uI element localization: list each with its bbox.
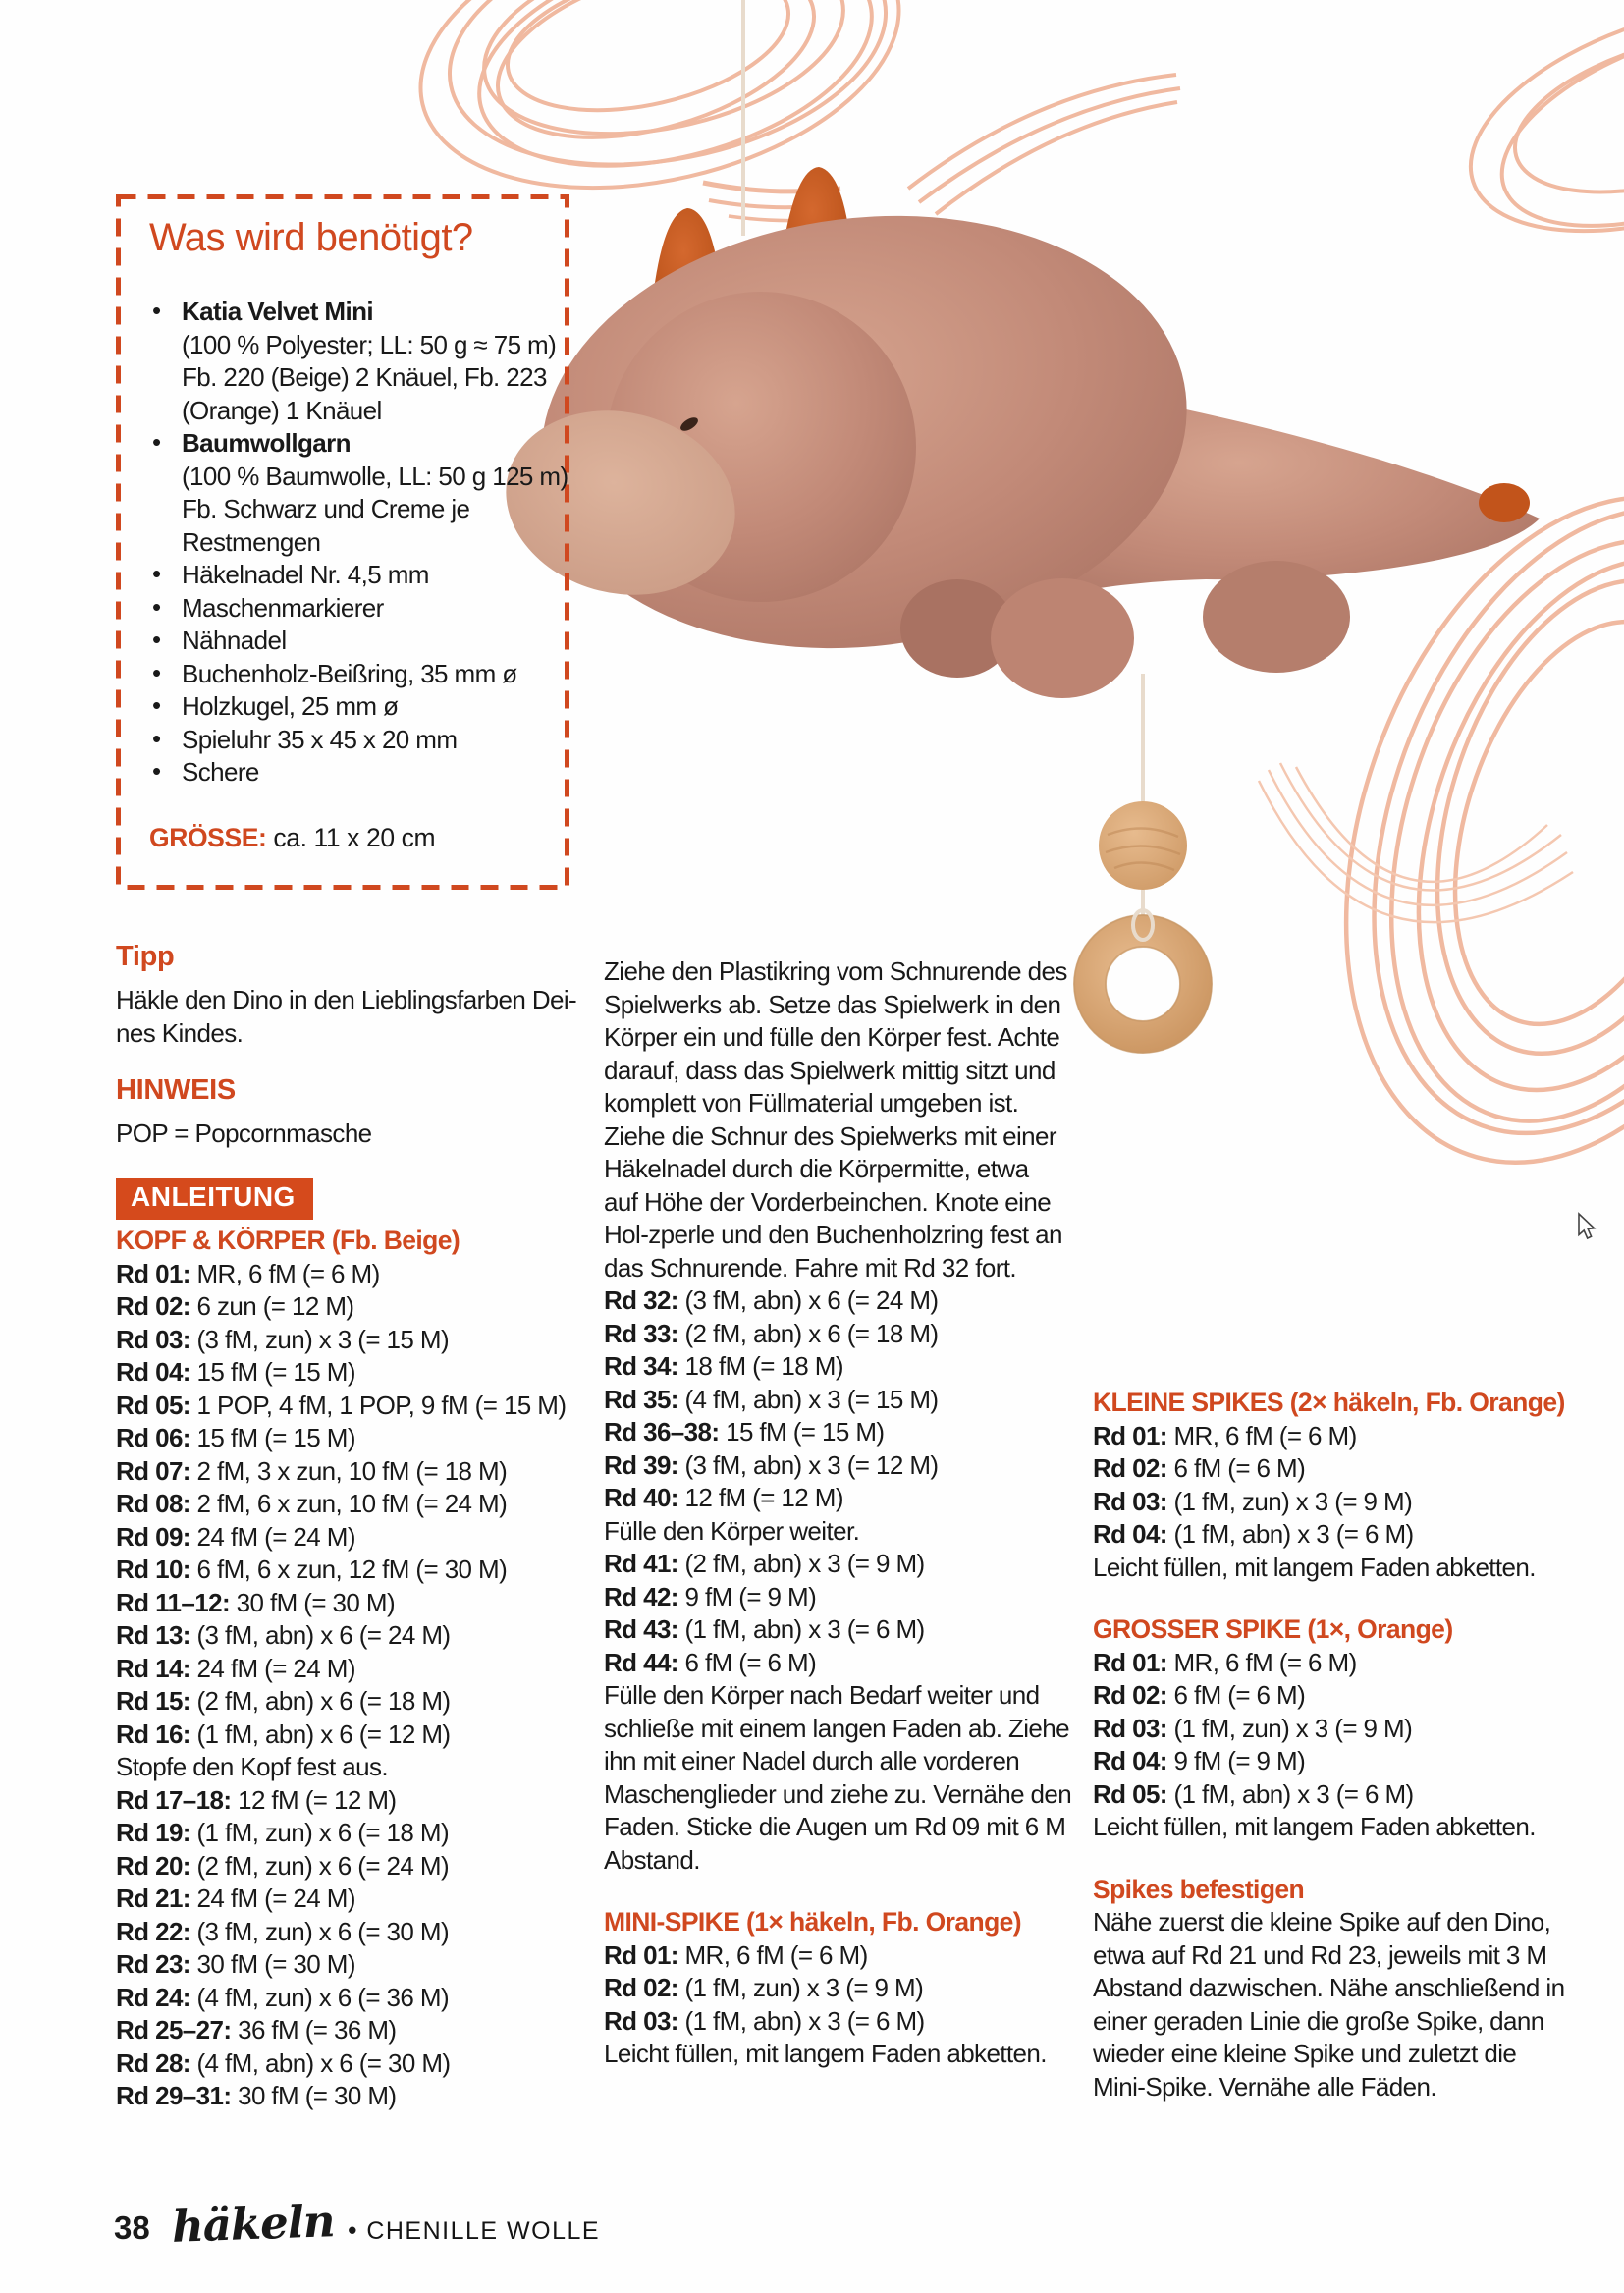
hinweis-text [116, 1118, 372, 1151]
pattern-line: Rd 13: (3 fM, abn) x 6 (= 24 M) [116, 1620, 451, 1650]
pattern-line: Rd 02: 6 zun (= 12 M) [116, 1291, 354, 1321]
pattern-line: Spikes befestigen [1093, 1874, 1305, 1904]
materials-box [116, 194, 569, 890]
materials-item: Fb. Schwarz und Creme je [182, 494, 470, 523]
pattern-line: Rd 04: 9 fM (= 9 M) [1093, 1746, 1306, 1775]
pattern-line: KLEINE SPIKES (2× häkeln, Fb. Orange) [1093, 1388, 1565, 1417]
pattern-line: Abstand dazwischen. Nähe anschließend in [1093, 1973, 1565, 2002]
materials-item: (100 % Baumwolle, LL: 50 g 125 m) [182, 461, 568, 491]
materials-item: • Maschenmarkierer [152, 591, 384, 623]
tip-line: Häkle den Dino in den Lieblingsfarben Dei- [116, 985, 577, 1014]
page-number: 38 [114, 2210, 150, 2246]
pattern-line: etwa auf Rd 21 und Rd 23, jeweils mit 3 M [1093, 1939, 1547, 1970]
pattern-line: Rd 15: (2 fM, abn) x 6 (= 18 M) [116, 1686, 451, 1716]
pattern-line: Leicht füllen, mit langem Faden abketten. [1093, 1552, 1536, 1582]
pattern-line: Ziehe die Schnur des Spielwerks mit einer [604, 1120, 1056, 1151]
pattern-line: Rd 21: 24 fM (= 24 M) [116, 1884, 355, 1913]
wooden-ring [1074, 910, 1212, 1053]
pattern-line: Rd 33: (2 fM, abn) x 6 (= 18 M) [604, 1318, 939, 1348]
mouse-cursor-icon [1579, 1214, 1595, 1238]
pattern-line: komplett von Füllmaterial umgeben ist. [604, 1088, 1019, 1118]
anleitung-badge: ANLEITUNG [116, 1178, 313, 1220]
pattern-line [1093, 1584, 1565, 1613]
size-label: GRÖSSE: [149, 823, 267, 852]
pattern-line: Hol-zperle und den Buchenholzring fest an [604, 1220, 1062, 1249]
size-value: ca. 11 x 20 cm [266, 823, 436, 852]
pattern-line: darauf, dass das Spielwerk mittig sitzt und [604, 1055, 1056, 1085]
materials-item: • Schere [152, 756, 259, 787]
pattern-line: Rd 43: (1 fM, abn) x 3 (= 6 M) [604, 1614, 925, 1644]
pattern-line: schließe mit einem langen Faden ab. Ziehe [604, 1713, 1070, 1743]
pattern-line: KOPF & KÖRPER (Fb. Beige) [116, 1226, 460, 1255]
magazine-logo: häkeln [170, 2195, 336, 2253]
pattern-line: Rd 20: (2 fM, zun) x 6 (= 24 M) [116, 1850, 450, 1881]
pattern-line: Rd 36–38: 15 fM (= 15 M) [604, 1417, 885, 1447]
pattern-line: Rd 11–12: 30 fM (= 30 M) [116, 1587, 396, 1617]
materials-item: Fb. 220 (Beige) 2 Knäuel, Fb. 223 [182, 362, 547, 392]
tip-line: nes Kindes. [116, 1017, 244, 1048]
materials-title: Was wird benötigt? [149, 216, 473, 259]
brush-arc-icon [1259, 763, 1573, 922]
materials-list [149, 296, 568, 790]
materials-item: • Baumwollgarn [152, 427, 351, 458]
pattern-line: Rd 32: (3 fM, abn) x 6 (= 24 M) [604, 1285, 939, 1315]
pattern-line: Leicht füllen, mit langem Faden abketten. [1093, 1812, 1536, 1841]
pattern-line: Rd 29–31: 30 fM (= 30 M) [116, 2081, 397, 2110]
dino-leg [991, 578, 1134, 698]
materials-item: • Katia Velvet Mini [152, 296, 373, 326]
pattern-line: Rd 05: (1 fM, abn) x 3 (= 6 M) [1093, 1778, 1414, 1809]
pattern-line: Rd 39: (3 fM, abn) x 3 (= 12 M) [604, 1449, 939, 1480]
page-footer [114, 2195, 601, 2253]
materials-item: • Häkelnadel Nr. 4,5 mm [152, 559, 429, 589]
pattern-line: einer geraden Linie die große Spike, dann [1093, 2005, 1544, 2036]
pattern-line: Rd 07: 2 fM, 3 x zun, 10 fM (= 18 M) [116, 1455, 508, 1486]
size-line [149, 823, 435, 853]
pattern-line: Rd 19: (1 fM, zun) x 6 (= 18 M) [116, 1818, 450, 1847]
left-pattern-column [116, 1225, 566, 2113]
dino-tail-spike-icon [1479, 483, 1530, 522]
pattern-line: Nähe zuerst die kleine Spike auf den Dino, [1093, 1907, 1551, 1937]
pattern-line: Rd 40: 12 fM (= 12 M) [604, 1483, 843, 1512]
materials-item: • Nähnadel [152, 625, 287, 655]
pattern-line: Leicht füllen, mit langem Faden abketten. [604, 2039, 1047, 2068]
pattern-line: Mini-Spike. Vernähe alle Fäden. [1093, 2071, 1436, 2102]
pattern-line: Stopfe den Kopf fest aus. [116, 1752, 388, 1781]
pattern-line: Rd 17–18: 12 fM (= 12 M) [116, 1784, 397, 1815]
pattern-line: Rd 10: 6 fM, 6 x zun, 12 fM (= 30 M) [116, 1555, 508, 1584]
crochet-dino [486, 167, 1540, 698]
hinweis-heading: HINWEIS [116, 1074, 236, 1106]
pattern-line [1093, 1844, 1565, 1874]
pattern-line: Rd 04: 15 fM (= 15 M) [116, 1357, 355, 1387]
pattern-line: Rd 44: 6 fM (= 6 M) [604, 1647, 817, 1677]
pattern-line: ihn mit einer Nadel durch alle vorderen [604, 1746, 1020, 1775]
middle-pattern-column [604, 955, 1071, 2071]
pattern-line: Rd 25–27: 36 fM (= 36 M) [116, 2015, 397, 2045]
pattern-line: Rd 02: 6 fM (= 6 M) [1093, 1680, 1306, 1710]
materials-item: (100 % Polyester; LL: 50 g ≈ 75 m) [182, 329, 557, 359]
pattern-line: wieder eine kleine Spike und zuletzt die [1093, 2039, 1517, 2068]
pattern-line: Rd 23: 30 fM (= 30 M) [116, 1949, 355, 1979]
pattern-line: Fülle den Körper weiter. [604, 1515, 860, 1546]
pattern-line: Rd 01: MR, 6 fM (= 6 M) [1093, 1647, 1357, 1677]
pattern-line: Rd 24: (4 fM, zun) x 6 (= 36 M) [116, 1982, 450, 2012]
pattern-line: Spielwerks ab. Setze das Spielwerk in den [604, 989, 1061, 1019]
swirl-top-corner-icon [1442, 0, 1624, 275]
wooden-bead [1099, 801, 1187, 890]
pattern-line: Rd 01: MR, 6 fM (= 6 M) [604, 1939, 868, 1970]
footer-bullet-icon: • [348, 2215, 357, 2245]
pattern-line: Rd 03: (1 fM, zun) x 3 (= 9 M) [1093, 1713, 1413, 1743]
pattern-line: Rd 09: 24 fM (= 24 M) [116, 1521, 355, 1552]
hinweis-line: POP = Popcornmasche [116, 1119, 372, 1148]
section-label: CHENILLE WOLLE [366, 2217, 601, 2245]
pattern-line: Fülle den Körper nach Bedarf weiter und [604, 1680, 1040, 1710]
pattern-line: Rd 08: 2 fM, 6 x zun, 10 fM (= 24 M) [116, 1489, 508, 1518]
pattern-line: Maschenglieder und ziehe zu. Vernähe den [604, 1778, 1072, 1809]
pattern-line: Rd 02: (1 fM, zun) x 3 (= 9 M) [604, 1973, 924, 2002]
pattern-line: Abstand. [604, 1844, 700, 1875]
materials-item: • Spieluhr 35 x 45 x 20 mm [152, 723, 458, 754]
pattern-line: Rd 03: (1 fM, abn) x 3 (= 6 M) [604, 2005, 925, 2036]
pattern-line: Rd 03: (3 fM, zun) x 3 (= 15 M) [116, 1324, 450, 1354]
pattern-line: Rd 04: (1 fM, abn) x 3 (= 6 M) [1093, 1519, 1414, 1549]
materials-item: • Buchenholz-Beißring, 35 mm ø [152, 657, 517, 688]
pattern-line: Rd 06: 15 fM (= 15 M) [116, 1423, 355, 1452]
pattern-line: GROSSER SPIKE (1×, Orange) [1093, 1614, 1453, 1644]
pattern-line: Rd 28: (4 fM, abn) x 6 (= 30 M) [116, 2047, 451, 2078]
materials-item: • Holzkugel, 25 mm ø [152, 690, 399, 721]
pattern-line: Rd 05: 1 POP, 4 fM, 1 POP, 9 fM (= 15 M) [116, 1390, 567, 1420]
dino-leg [1203, 561, 1350, 673]
swirl-top-right-icon [908, 75, 1180, 214]
pattern-line: Rd 03: (1 fM, zun) x 3 (= 9 M) [1093, 1486, 1413, 1516]
pattern-line: Rd 42: 9 fM (= 9 M) [604, 1581, 817, 1611]
pattern-line: Rd 35: (4 fM, abn) x 3 (= 15 M) [604, 1384, 939, 1414]
materials-item: Restmengen [182, 526, 321, 557]
pattern-line: Rd 01: MR, 6 fM (= 6 M) [1093, 1420, 1357, 1450]
pattern-line: Rd 41: (2 fM, abn) x 3 (= 9 M) [604, 1549, 925, 1578]
pattern-line: MINI-SPIKE (1× häkeln, Fb. Orange) [604, 1907, 1022, 1937]
pattern-line: Faden. Sticke die Augen um Rd 09 mit 6 M [604, 1812, 1066, 1841]
pattern-line: Rd 14: 24 fM (= 24 M) [116, 1653, 355, 1683]
pattern-line: das Schnurende. Fahre mit Rd 32 fort. [604, 1252, 1017, 1283]
right-pattern-column [1093, 1387, 1565, 2103]
pattern-line: Rd 34: 18 fM (= 18 M) [604, 1351, 843, 1381]
pattern-line: Rd 02: 6 fM (= 6 M) [1093, 1453, 1306, 1483]
pattern-line: Ziehe den Plastikring vom Schnurende des [604, 956, 1067, 986]
pattern-line: Häkelnadel durch die Körpermitte, etwa [604, 1154, 1029, 1183]
pattern-line: Rd 01: MR, 6 fM (= 6 M) [116, 1258, 380, 1288]
pattern-line [604, 1877, 1071, 1906]
pattern-line: auf Höhe der Vorderbeinchen. Knote eine [604, 1186, 1052, 1217]
tip-text [116, 984, 576, 1050]
pattern-line: Körper ein und fülle den Körper fest. Achte [604, 1022, 1060, 1052]
materials-item: (Orange) 1 Knäuel [182, 395, 382, 425]
tip-heading: Tipp [116, 941, 175, 972]
pattern-line: Rd 22: (3 fM, zun) x 6 (= 30 M) [116, 1916, 450, 1946]
pattern-line: Rd 16: (1 fM, abn) x 6 (= 12 M) [116, 1719, 451, 1749]
